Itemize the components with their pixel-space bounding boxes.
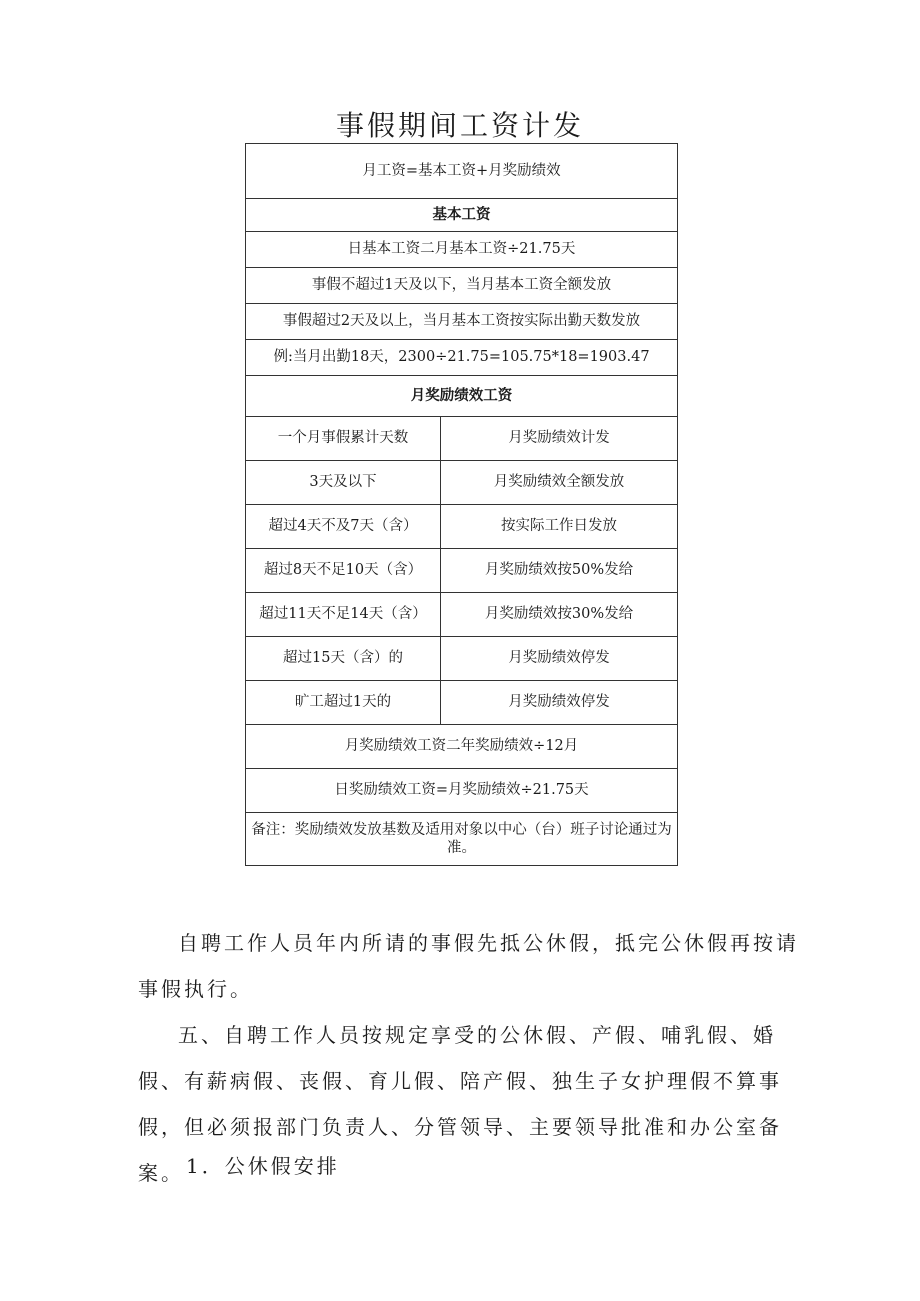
days-cell: 超过4天不及7天（含） bbox=[246, 505, 441, 549]
basic-salary-line: 事假不超过1天及以下，当月基本工资全额发放 bbox=[246, 268, 678, 304]
table-row bbox=[246, 681, 678, 725]
payout-cell: 月奖励绩效停发 bbox=[441, 637, 678, 681]
salary-formula: 月工资=基本工资+月奖励绩效 bbox=[246, 144, 678, 199]
salary-table bbox=[245, 143, 678, 866]
table-row bbox=[246, 461, 678, 505]
column-header-payout: 月奖励绩效计发 bbox=[441, 417, 678, 461]
document-title: 事假期间工资计发 bbox=[335, 109, 584, 142]
table-row bbox=[246, 637, 678, 681]
bonus-formula-daily: 日奖励绩效工资=月奖励绩效÷21.75天 bbox=[246, 769, 678, 813]
table-row bbox=[246, 549, 678, 593]
basic-salary-heading: 基本工资 bbox=[246, 199, 678, 232]
days-cell: 3天及以下 bbox=[246, 461, 441, 505]
payout-cell: 按实际工作日发放 bbox=[441, 505, 678, 549]
days-cell: 旷工超过1天的 bbox=[246, 681, 441, 725]
days-cell: 超过15天（含）的 bbox=[246, 637, 441, 681]
table-row bbox=[246, 593, 678, 637]
basic-salary-line: 事假超过2天及以上，当月基本工资按实际出勤天数发放 bbox=[246, 304, 678, 340]
bonus-formula-monthly: 月奖励绩效工资二年奖励绩效÷12月 bbox=[246, 725, 678, 769]
subsection-heading: 1．公休假安排 bbox=[186, 1154, 340, 1178]
column-header-days: 一个月事假累计天数 bbox=[246, 417, 441, 461]
payout-cell: 月奖励绩效按30%发给 bbox=[441, 593, 678, 637]
days-cell: 超过11天不足14天（含） bbox=[246, 593, 441, 637]
table-row bbox=[246, 505, 678, 549]
payout-cell: 月奖励绩效全额发放 bbox=[441, 461, 678, 505]
days-cell: 超过8天不足10天（含） bbox=[246, 549, 441, 593]
bonus-heading: 月奖励绩效工资 bbox=[246, 376, 678, 417]
table-row bbox=[246, 417, 678, 461]
basic-salary-example: 例:当月出勤18天，2300÷21.75=105.75*18=1903.47 bbox=[246, 340, 678, 376]
basic-salary-line: 日基本工资二月基本工资÷21.75天 bbox=[246, 232, 678, 268]
paragraph-section-five: 五、自聘工作人员按规定享受的公休假、产假、哺乳假、婚假、有薪病假、丧假、育儿假、陪产假、独生子女护理假不算事假，但必须报部门负责人、分管领导、主要领导批准和办公室备案。 bbox=[138, 1023, 782, 1185]
payout-cell: 月奖励绩效停发 bbox=[441, 681, 678, 725]
payout-cell: 月奖励绩效按50%发给 bbox=[441, 549, 678, 593]
paragraph-leave-offset: 自聘工作人员年内所请的事假先抵公休假，抵完公休假再按请事假执行。 bbox=[138, 931, 799, 1001]
table-note: 备注：奖励绩效发放基数及适用对象以中心（台）班子讨论通过为准。 bbox=[246, 813, 678, 866]
